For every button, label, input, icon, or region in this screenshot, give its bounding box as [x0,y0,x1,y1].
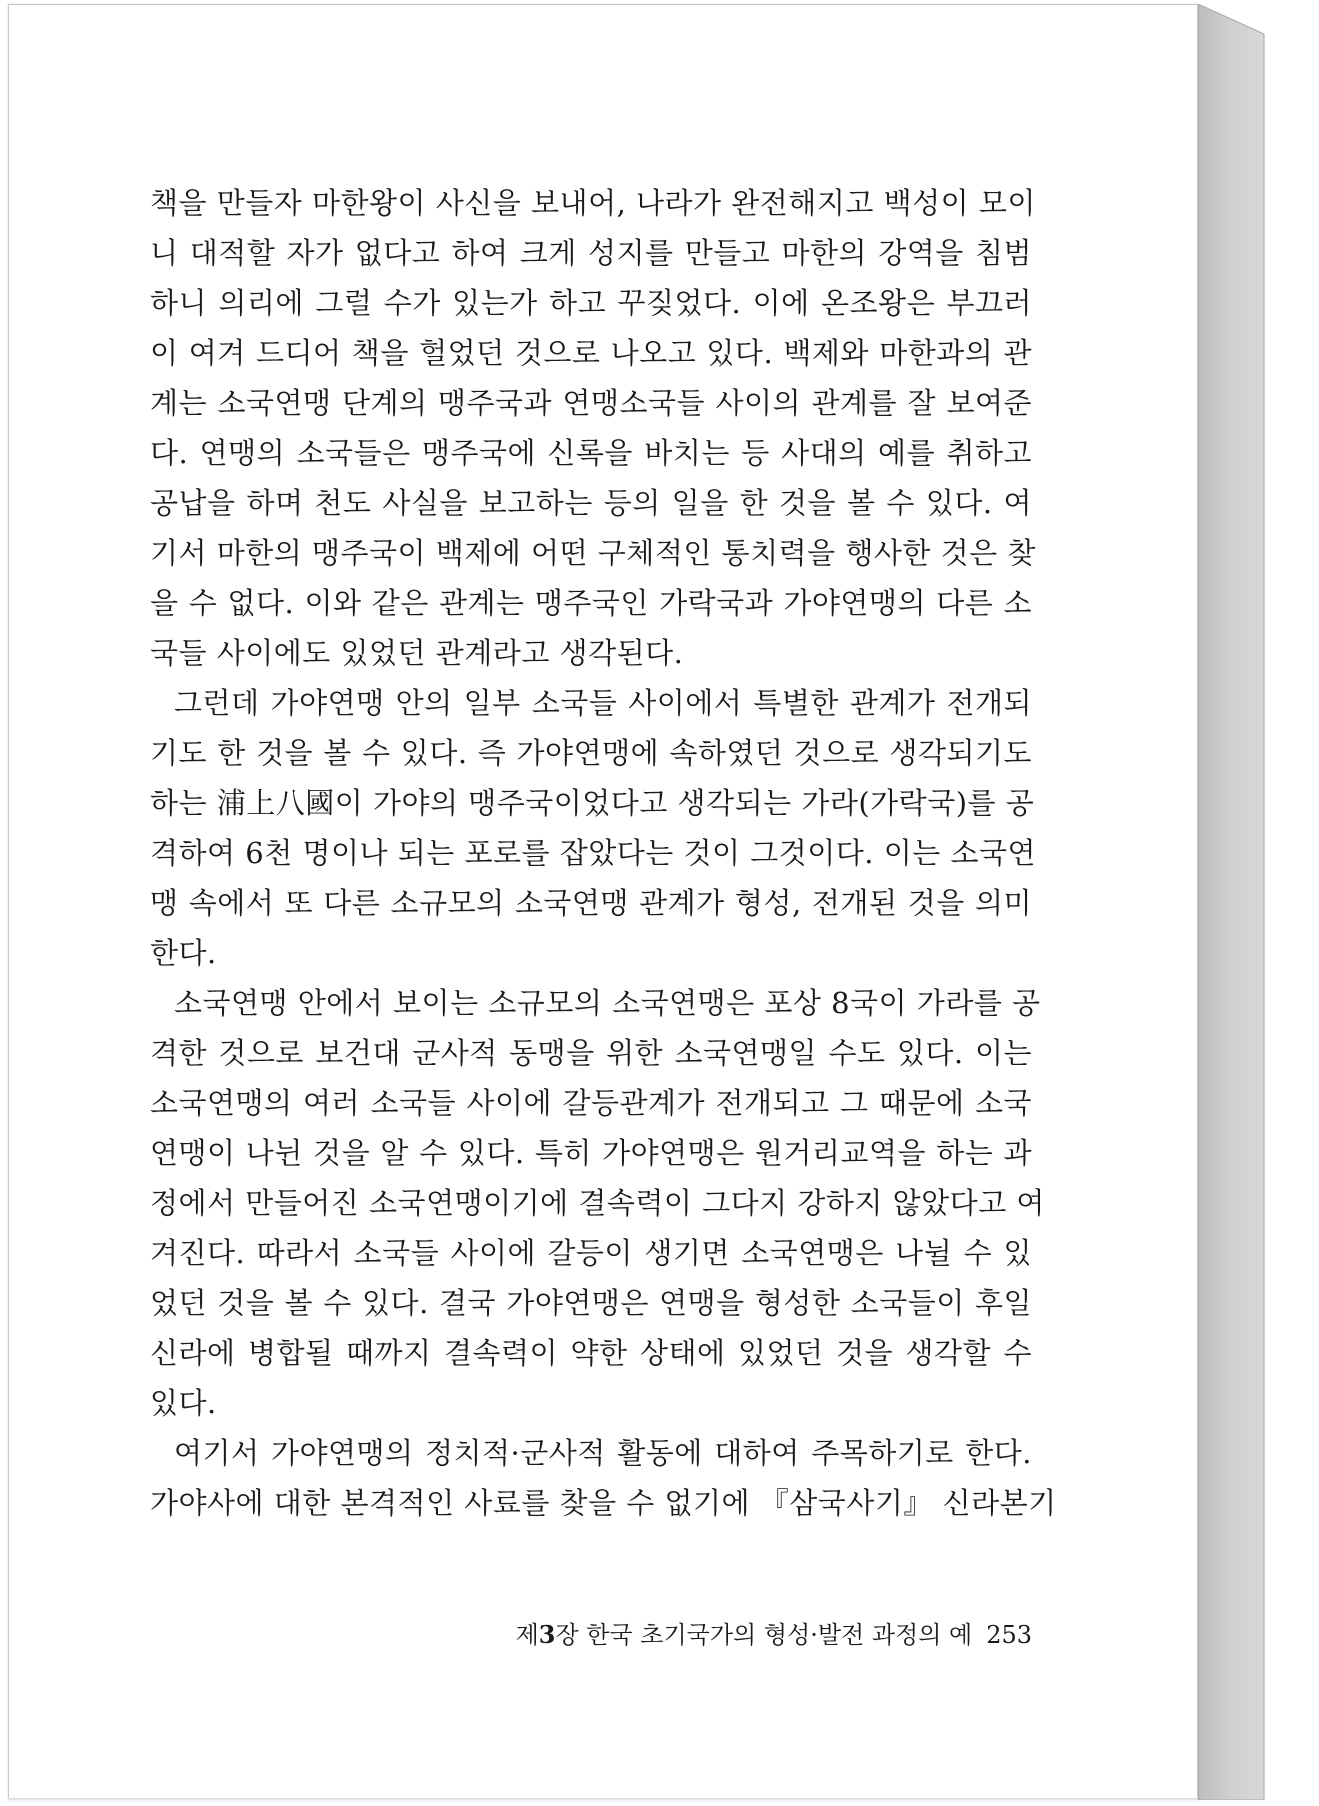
text-line: 여기서 가야연맹의 정치적·군사적 활동에 대하여 주목하기로 한다. [174,1436,1032,1470]
text-line: 하는 浦上八國이 가야의 맹주국이었다고 생각되는 가라(가락국)를 공 [150,786,1035,820]
text-line: 을 수 없다. 이와 같은 관계는 맹주국인 가락국과 가야연맹의 다른 소 [150,586,1032,620]
running-head-prefix: 제 [515,1621,539,1649]
text-line: 한다. [150,936,217,970]
text-line: 니 대적할 자가 없다고 하여 크게 성지를 만들고 마한의 강역을 침범 [150,236,1032,270]
book-spine-shape [1198,4,1270,1800]
body-text [150,178,1057,1528]
text-line: 계는 소국연맹 단계의 맹주국과 연맹소국들 사이의 관계를 잘 보여준 [150,386,1032,420]
text-line: 공납을 하며 천도 사실을 보고하는 등의 일을 한 것을 볼 수 있다. 여 [150,486,1032,520]
text-line: 소국연맹의 여러 소국들 사이에 갈등관계가 전개되고 그 때문에 소국 [150,1086,1032,1120]
text-line: 겨진다. 따라서 소국들 사이에 갈등이 생기면 소국연맹은 나뉠 수 있 [150,1236,1032,1270]
text-line: 하니 의리에 그럴 수가 있는가 하고 꾸짖었다. 이에 온조왕은 부끄러 [150,286,1032,320]
text-line: 책을 만들자 마한왕이 사신을 보내어, 나라가 완전해지고 백성이 모이 [150,186,1036,220]
text-line: 소국연맹 안에서 보이는 소규모의 소국연맹은 포상 8국이 가라를 공 [174,986,1041,1020]
text-line: 격한 것으로 보건대 군사적 동맹을 위한 소국연맹일 수도 있다. 이는 [150,1036,1032,1070]
book-spine [1198,4,1270,1800]
text-line: 연맹이 나뉜 것을 알 수 있다. 특히 가야연맹은 원거리교역을 하는 과 [150,1136,1032,1170]
running-head-title: 장 한국 초기국가의 형성·발전 과정의 예 [555,1621,973,1649]
text-line: 었던 것을 볼 수 있다. 결국 가야연맹은 연맹을 형성한 소국들이 후일 [150,1286,1032,1320]
text-line: 국들 사이에도 있었던 관계라고 생각된다. [150,636,684,670]
text-line: 정에서 만들어진 소국연맹이기에 결속력이 그다지 강하지 않았다고 여 [150,1186,1045,1220]
text-line: 격하여 6천 명이나 되는 포로를 잡았다는 것이 그것이다. 이는 소국연 [150,836,1037,870]
chapter-number: 3 [538,1620,556,1649]
text-line: 이 여겨 드디어 책을 헐었던 것으로 나오고 있다. 백제와 마한과의 관 [150,336,1032,370]
text-line: 그런데 가야연맹 안의 일부 소국들 사이에서 특별한 관계가 전개되 [174,686,1032,720]
text-line: 신라에 병합될 때까지 결속력이 약한 상태에 있었던 것을 생각할 수 [150,1336,1032,1370]
text-line: 다. 연맹의 소국들은 맹주국에 신록을 바치는 등 사대의 예를 취하고 [150,436,1032,470]
text-line: 기도 한 것을 볼 수 있다. 즉 가야연맹에 속하였던 것으로 생각되기도 [150,736,1032,770]
page-number: 253 [986,1621,1032,1649]
page-bottom-edge [8,1798,1198,1802]
text-line: 있다. [150,1386,217,1420]
text-line: 기서 마한의 맹주국이 백제에 어떤 구체적인 통치력을 행사한 것은 찾 [150,536,1036,570]
text-line: 가야사에 대한 본격적인 사료를 찾을 수 없기에 『삼국사기』 신라본기 [150,1486,1057,1520]
page-footer [150,1615,1032,1650]
text-line: 맹 속에서 또 다른 소규모의 소국연맹 관계가 형성, 전개된 것을 의미 [150,886,1032,920]
